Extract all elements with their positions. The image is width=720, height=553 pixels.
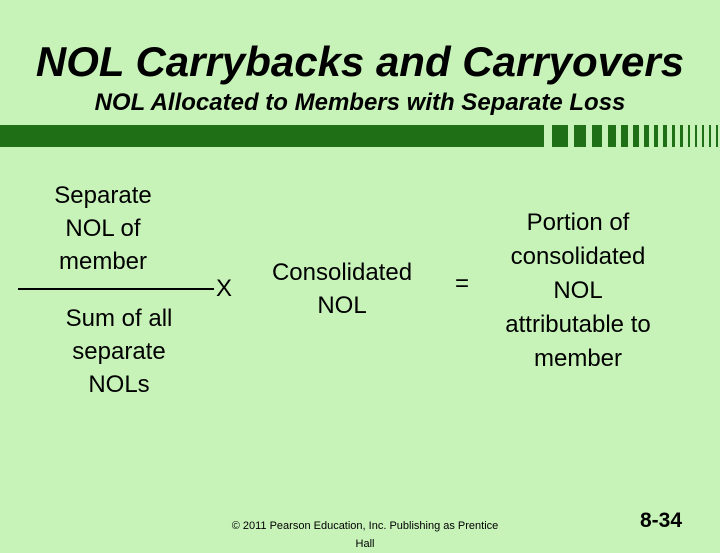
divider-solid	[0, 125, 544, 147]
equals-sign: =	[455, 270, 470, 297]
slide-title: NOL Carrybacks and Carryovers	[35, 38, 685, 85]
divider-stripe	[574, 125, 586, 147]
divider-stripe	[663, 125, 667, 147]
consolidated-nol	[254, 256, 430, 322]
divider-stripe	[688, 125, 690, 147]
result-line: member	[533, 345, 623, 372]
divider-stripe	[608, 125, 616, 147]
numerator-line: member	[58, 248, 148, 275]
divider-stripe	[680, 125, 683, 147]
denominator-line: separate	[72, 338, 166, 365]
copyright-footer	[200, 517, 530, 550]
slide-subtitle: NOL Allocated to Members with Separate Loss	[94, 89, 626, 116]
fraction-denominator	[46, 302, 192, 401]
consolidated-line: NOL	[317, 292, 367, 319]
result-text	[474, 206, 682, 376]
consolidated-line: Consolidated	[271, 259, 413, 286]
fraction-bar	[18, 288, 214, 290]
copyright-line: Hall	[355, 538, 375, 550]
divider-stripe	[552, 125, 568, 147]
divider-stripe	[672, 125, 675, 147]
divider-stripe	[702, 125, 704, 147]
fraction-numerator	[30, 179, 176, 278]
divider-stripe	[644, 125, 649, 147]
title-divider-bar	[0, 125, 720, 147]
result-line: consolidated	[510, 243, 646, 270]
divider-stripe	[621, 125, 628, 147]
copyright-line: © 2011 Pearson Education, Inc. Publishing as Prentice	[231, 520, 499, 532]
divider-stripe	[654, 125, 658, 147]
divider-stripe	[592, 125, 602, 147]
divider-stripe	[716, 125, 718, 147]
multiply-sign: X	[216, 275, 233, 302]
numerator-line: NOL of	[65, 215, 141, 242]
divider-stripe	[709, 125, 711, 147]
result-line: Portion of	[526, 209, 630, 236]
result-line: NOL	[553, 277, 603, 304]
denominator-line: NOLs	[88, 371, 150, 398]
divider-stripe	[695, 125, 697, 147]
divider-stripe	[633, 125, 639, 147]
numerator-line: Separate	[54, 182, 152, 209]
page-number: 8-34	[640, 509, 683, 532]
result-line: attributable to	[505, 311, 651, 338]
denominator-line: Sum of all	[65, 305, 173, 332]
